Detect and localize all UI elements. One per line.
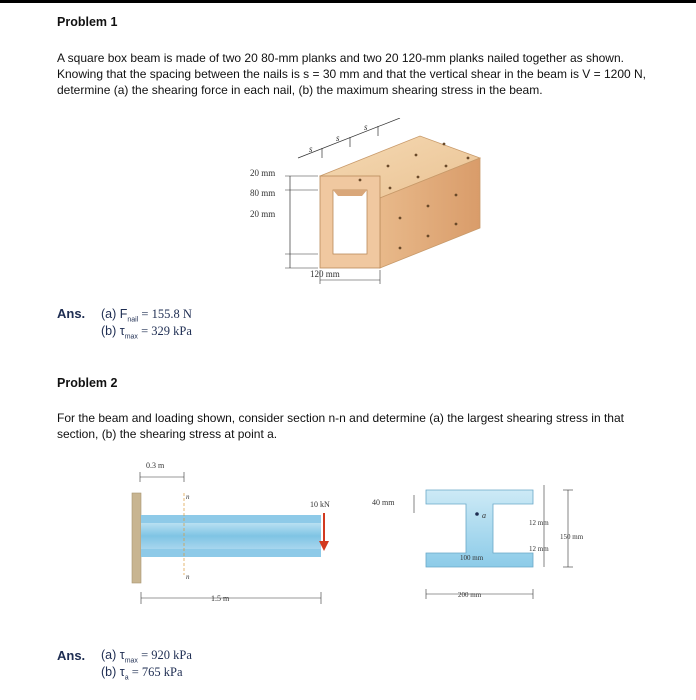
top-border — [0, 0, 696, 3]
box-beam-figure — [240, 118, 490, 288]
problem2-answer-b: (b) $\tau_a = 765$ kPa — [101, 665, 183, 682]
dim-0-3m: 0.3 m — [146, 461, 165, 470]
spacing-label-2: s — [336, 133, 340, 143]
section-n-top: n — [186, 493, 190, 501]
problem1-answer-b: (b) $\tau_{max} = 329$ kPa — [101, 324, 192, 341]
problem1-heading: Problem 1 — [57, 15, 118, 29]
problem1-answer-a: (a) $F_{nail} = 155.8$ N — [101, 307, 192, 324]
dim-120mm: 120 mm — [310, 269, 340, 279]
load-label: 10 kN — [310, 500, 330, 509]
dim-1-5m: 1.5 m — [211, 594, 230, 603]
cantilever-beam-figure — [128, 455, 348, 610]
spacing-label-3: s — [364, 122, 368, 132]
problem2-text: For the beam and loading shown, consider section n-n and determine (a) the largest shearing stress in that section, (b) the shearing stress at point a. — [57, 411, 624, 441]
problem2-heading: Problem 2 — [57, 376, 118, 390]
dim-12mm-top: 12 mm — [529, 519, 549, 527]
dim-200mm: 200 mm — [458, 591, 482, 599]
dim-150mm: 150 mm — [560, 533, 584, 541]
dim-80mm: 80 mm — [250, 188, 276, 198]
dim-100mm: 100 mm — [460, 554, 484, 562]
dim-40mm: 40 mm — [372, 498, 395, 507]
i-beam-section-figure — [368, 465, 606, 610]
problem2-answer-a: (a) $\tau_{max} = 920$ kPa — [101, 648, 192, 665]
problem1-answer-label: Ans. — [57, 306, 86, 321]
point-a-label: a — [482, 511, 486, 520]
section-n-bottom: n — [186, 573, 190, 581]
dim-20mm-top: 20 mm — [250, 168, 276, 178]
spacing-label-1: s — [309, 144, 313, 154]
problem1-text: A square box beam is made of two 20 80-mm planks and two 20 120-mm planks nailed together as shown. Knowing that the spacing between the nails is s = 30 mm and that the vertical shear in the beam is V = 1200 N, determine (a) the shearing force in each nail, (b) the maximum shearing stress in the beam. — [57, 51, 647, 97]
dim-12mm-bottom: 12 mm — [529, 545, 549, 553]
dim-20mm-bottom: 20 mm — [250, 209, 276, 219]
problem2-answer-label: Ans. — [57, 648, 86, 663]
